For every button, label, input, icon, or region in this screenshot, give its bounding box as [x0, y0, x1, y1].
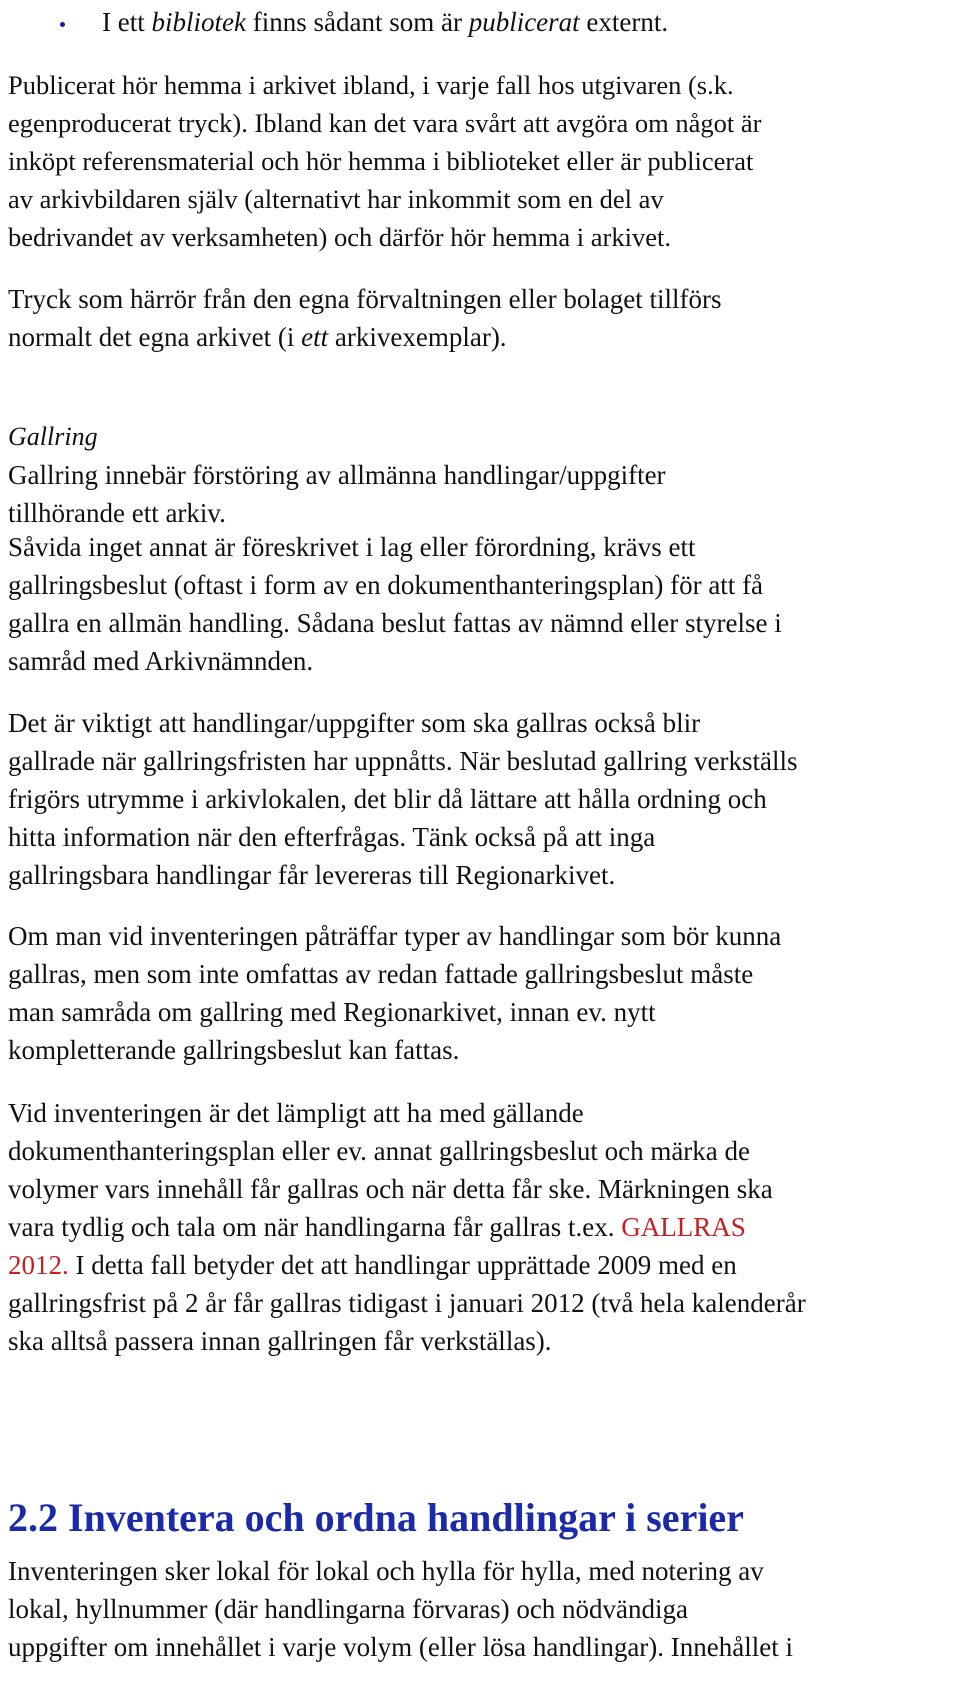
paragraph-samrada: Om man vid inventeringen påträffar typer av handlingar som bör kunna gallras, men som inte omfattas av redan fattade gallringsbeslut måste man samråda om gallring med Regionarkivet, innan ev. nytt kompletterande gallringsbeslut kan fattas. [8, 921, 782, 1065]
paragraph-gallringsbeslut: Såvida inget annat är föreskrivet i lag eller förordning, krävs ett gallringsbeslut (oftast i form av en dokumenthanteringsplan) för att få gallra en allmän handling. Sådana beslut fattas av nämnd eller styrelse i samråd med Arkivnämnden. [8, 532, 782, 676]
paragraph-gallring-intro: Gallring innebär förstöring av allmänna handlingar/uppgifter tillhörande ett arkiv. [8, 460, 666, 528]
paragraph-markning: Vid inventeringen är det lämpligt att ha med gällande dokumenthanteringsplan eller ev. annat gallringsbeslut och märka de volymer vars innehåll får gallras och när detta får ske. Märkningen ska vara tydlig och tala om när handlingarna får gallras t.ex. GALLRAS 2012. I detta fall betyder det att handlingar upprättade 2009 med en gallringsfrist på 2 år får gallras tidigast i januari 2012 (två hela kalenderår ska alltså passera innan gallringen får verkställas). [8, 1098, 806, 1356]
bullet-icon [60, 22, 65, 27]
term-publicerat: publicerat [468, 7, 580, 37]
emphasis-ett: ett [301, 322, 329, 352]
highlight-gallras: GALLRAS [621, 1212, 746, 1242]
paragraph-tryck: Tryck som härrör från den egna förvaltningen eller bolaget tillförs normalt det egna arkivet (i ett arkivexemplar). [8, 284, 722, 352]
subheading-gallring: Gallring [8, 422, 98, 451]
paragraph-gallringsfrist: Det är viktigt att handlingar/uppgifter som ska gallras också blir gallrade när gallringsfristen har uppnåtts. När beslutad gallring verkställs frigörs utrymme i arkivlokalen, det blir då lättare att hålla ordning och hitta information när den efterfrågas. Tänk också på att inga gallringsbara handlingar får levereras till Regionarkivet. [8, 708, 798, 890]
bullet-text: I ett bibliotek finns sådant som är publicerat externt. [102, 7, 669, 37]
term-bibliotek: bibliotek [151, 7, 246, 37]
section-heading: 2.2 Inventera och ordna handlingar i serier [8, 1495, 744, 1540]
paragraph-publicerat: Publicerat hör hemma i arkivet ibland, i varje fall hos utgivaren (s.k. egenproducerat tryck). Ibland kan det vara svårt att avgöra om något är inköpt referensmaterial och hör hemma i biblioteket eller är publicerat av arkivbildaren själv (alternativt har inkommit som en del av bedrivandet av verksamheten) och därför hör hemma i arkivet. [8, 70, 762, 252]
bullet-list-item [8, 2, 956, 42]
paragraph-inventering: Inventeringen sker lokal för lokal och hylla för hylla, med notering av lokal, hyllnummer (där handlingarna förvaras) och nödvändiga uppgifter om innehållet i varje volym (eller lösa handlingar). Innehållet i [8, 1556, 793, 1662]
highlight-year: 2012. [8, 1250, 69, 1280]
